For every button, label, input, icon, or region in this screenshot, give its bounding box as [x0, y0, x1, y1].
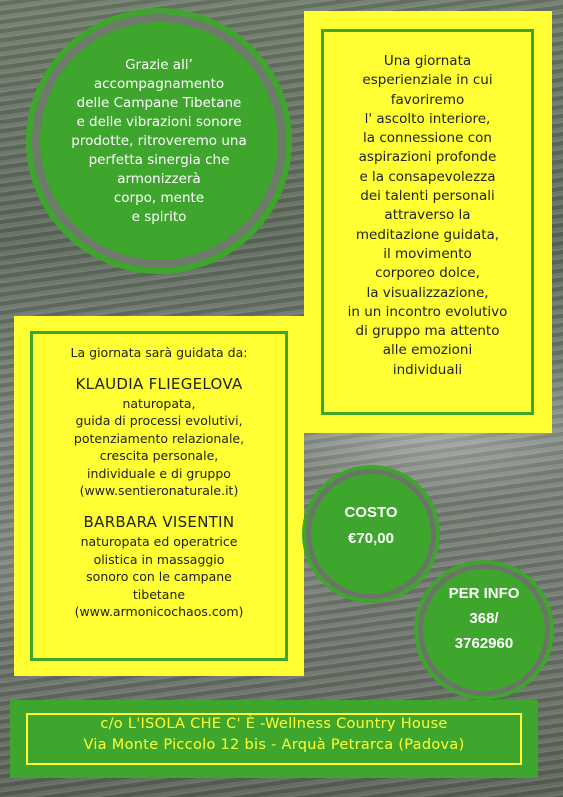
intro-circle-text: Grazie all’ accompagnamento delle Campane Tibetane e delle vibrazioni sonore prodotte, ritroveremo una perfetta sinergia che armonizzerà corpo, mente e spirito	[71, 56, 247, 225]
info-label: PER INFO	[448, 585, 520, 602]
cost-value: €70,00	[348, 530, 394, 547]
intro-circle	[40, 22, 278, 260]
guide-description: naturopata, guida di processi evolutivi, potenziamento relazionale, crescita personale, individuale e di gruppo (www.sentieronaturale.it)	[73, 396, 245, 499]
guides-intro: La giornata sarà guidata da:	[70, 345, 248, 360]
info-phone-line2: 3762960	[454, 635, 514, 652]
info-badge	[423, 569, 545, 691]
guide-name: KLAUDIA FLIEGELOVA	[75, 375, 243, 393]
info-phone-line1: 368/	[469, 610, 499, 627]
guide-description: naturopata ed operatrice olistica in massaggio sonoro con le campane tibetane (www.armonicochaos.com)	[74, 534, 244, 620]
guides-content	[30, 345, 288, 620]
cost-badge	[311, 474, 431, 594]
location-text: c/o L'ISOLA CHE C' È -Wellness Country House Via Monte Piccolo 12 bis - Arquà Petrarca (Padova)	[83, 716, 465, 753]
cost-label: COSTO	[344, 504, 398, 521]
description-text: Una giornata esperienziale in cui favoriremo l' ascolto interiore, la connessione con aspirazioni profonde e la consapevolezza dei talenti personali attraverso la meditazione guidata, il movimento corporeo dolce, la visualizzazione, in un incontro evolutivo di gruppo ma attento alle emozioni individuali	[347, 53, 508, 378]
guide-name: BARBARA VISENTIN	[83, 513, 235, 532]
